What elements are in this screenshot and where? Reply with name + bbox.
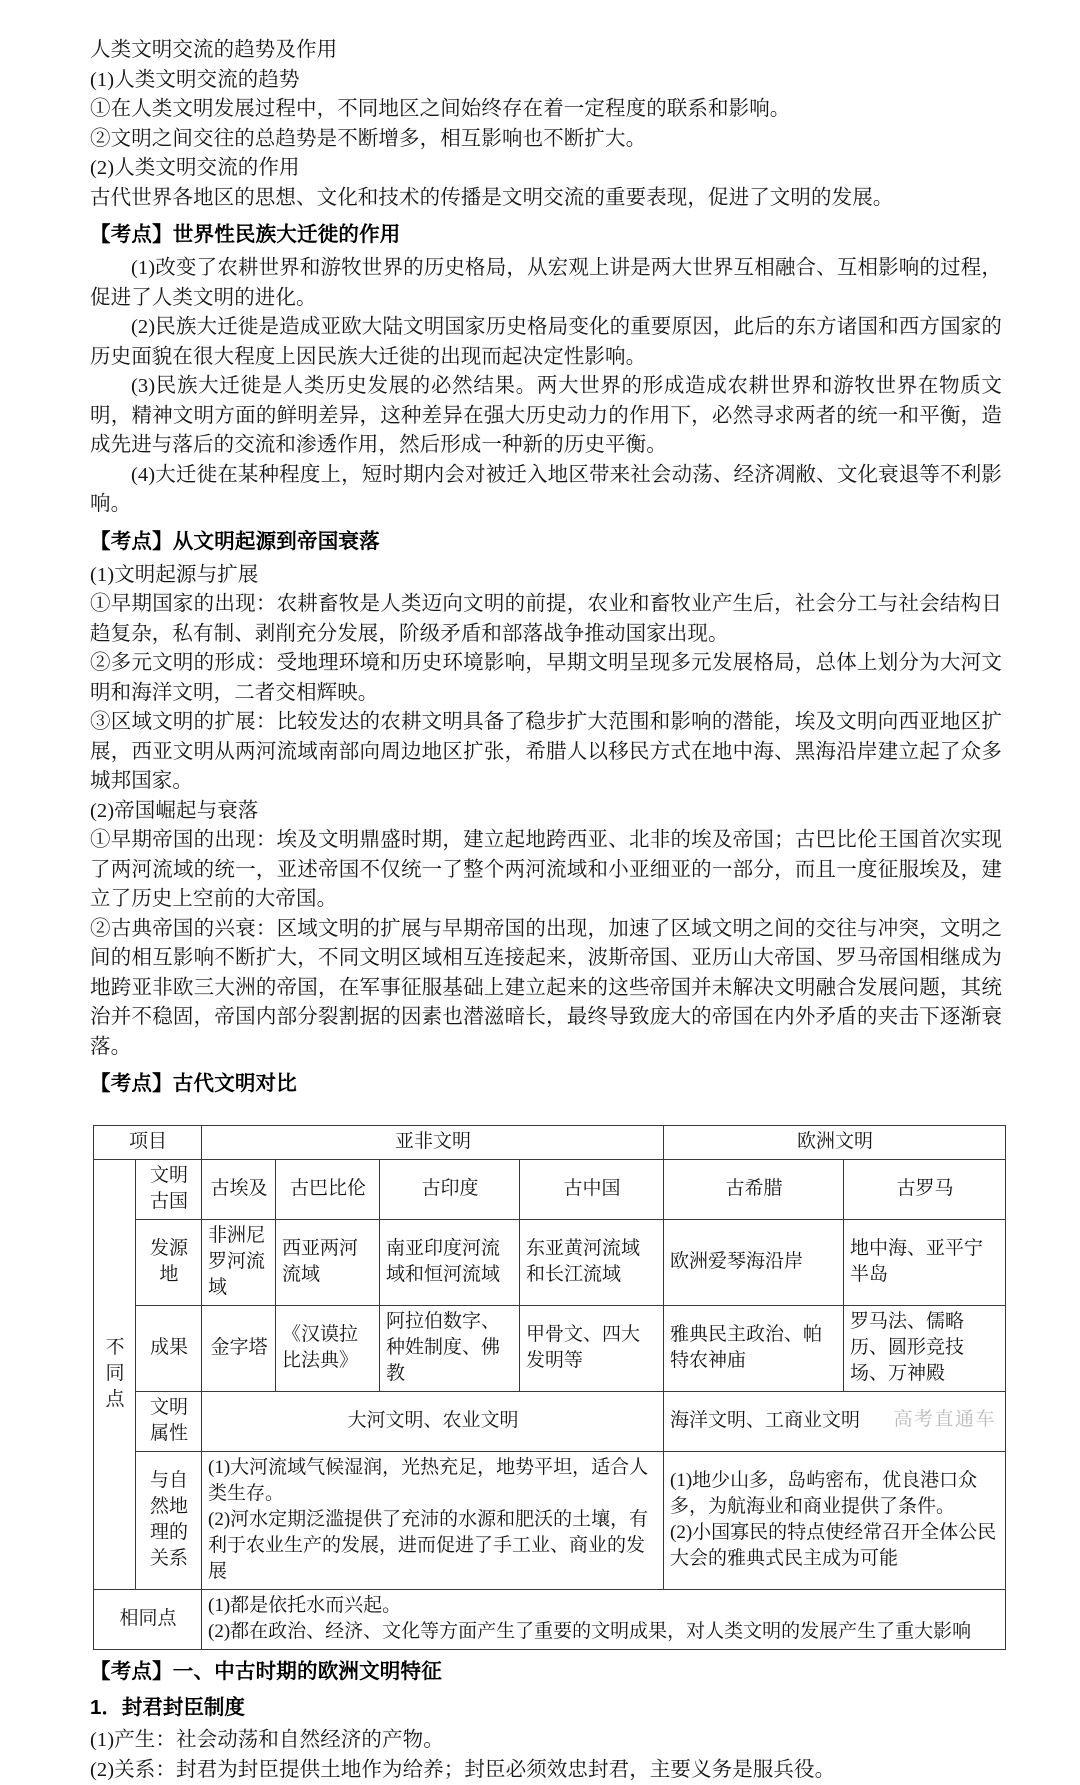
geography-label-line-4: 关系 (142, 1546, 196, 1572)
cell-achv-babylon: 《汉谟拉比法典》 (276, 1306, 380, 1392)
origin-label-line-2: 地 (142, 1262, 196, 1288)
attribute-label-line-1: 文明 (142, 1395, 196, 1421)
medieval-line-2: (2)关系：封君为封臣提供土地作为给养；封臣必须效忠封君，主要义务是服兵役。 (90, 1756, 1002, 1785)
migration-heading: 【考点】世界性民族大迁徙的作用 (90, 220, 1002, 250)
attribute-label-line-2: 属性 (142, 1421, 196, 1447)
cell-achv-rome: 罗马法、儒略历、圆形竞技场、万神殿 (844, 1306, 1006, 1392)
same-line-1: (1)都是依托水而兴起。 (208, 1593, 1000, 1619)
watermark: 高考直通车 (893, 1404, 996, 1431)
row-label-attribute (136, 1392, 202, 1452)
table-row-origin-place (94, 1220, 1006, 1306)
cell-geography-asia-africa (202, 1452, 664, 1590)
intro-title: 人类文明交流的趋势及作用 (90, 36, 1002, 66)
diff-label-char-3: 点 (100, 1387, 130, 1413)
cell-achv-greece: 雅典民主政治、帕特农神庙 (664, 1306, 844, 1392)
cell-origin-india: 南亚印度河流域和恒河流域 (380, 1220, 520, 1306)
cell-civ-egypt: 古埃及 (202, 1160, 276, 1220)
ancient-civilization-table-wrap (90, 1125, 1002, 1650)
row-label-similarities: 相同点 (94, 1590, 202, 1650)
same-line-2: (2)都在政治、经济、文化等方面产生了重要的文明成果，对人类文明的发展产生了重大影响 (208, 1619, 1000, 1645)
geo-aa-line-2: (2)河水定期泛滥提供了充沛的水源和肥沃的土壤，有利于农业生产的发展，进而促进了手工业、商业的发展 (208, 1507, 658, 1585)
intro-line-2: ①在人类文明发展过程中，不同地区之间始终存在着一定程度的联系和影响。 (90, 95, 1002, 125)
table-row-header (94, 1126, 1006, 1160)
migration-paragraph-2: (2)民族大迁徙是造成亚欧大陆文明国家历史格局变化的重要原因，此后的东方诸国和西方国家的历史面貌在很大程度上因民族大迁徙的出现而起决定性影响。 (90, 313, 1002, 372)
origin-sub2-item-2: ②古典帝国的兴衰：区域文明的扩展与早期帝国的出现，加速了区域文明之间的交往与冲突，文明之间的相互影响不断扩大，不同文明区域相互连接起来，波斯帝国、亚历山大帝国、罗马帝国相继成为地跨亚非欧三大洲的帝国，在军事征服基础上建立起来的这些帝国并未解决文明融合发展问题，其统治并不稳固，帝国内部分裂割据的因素也潜滋暗长，最终导致庞大的帝国在内外矛盾的夹击下逐渐衰落。 (90, 915, 1002, 1063)
origin-heading: 【考点】从文明起源到帝国衰落 (90, 527, 1002, 557)
cell-civ-rome: 古罗马 (844, 1160, 1006, 1220)
medieval-line-1: (1)产生：社会动荡和自然经济的产物。 (90, 1726, 1002, 1756)
cell-civ-india: 古印度 (380, 1160, 520, 1220)
intro-line-5: 古代世界各地区的思想、文化和技术的传播是文明交流的重要表现，促进了文明的发展。 (90, 184, 1002, 214)
origin-label-line-1: 发源 (142, 1236, 196, 1262)
cell-civ-babylon: 古巴比伦 (276, 1160, 380, 1220)
cell-achv-egypt: 金字塔 (202, 1306, 276, 1392)
table-row-achievements (94, 1306, 1006, 1392)
diff-label-char-2: 同 (100, 1361, 130, 1387)
header-group-asia-africa: 亚非文明 (202, 1126, 664, 1160)
cell-origin-china: 东亚黄河流域和长江流域 (520, 1220, 664, 1306)
intro-line-4: (2)人类文明交流的作用 (90, 154, 1002, 184)
cell-attribute-europe: 海洋文明、工商业文明 (664, 1392, 1006, 1452)
origin-sub2-title: (2)帝国崛起与衰落 (90, 797, 1002, 827)
section-origin (90, 527, 1002, 1063)
migration-paragraph-3: (3)民族大迁徙是人类历史发展的必然结果。两大世界的形成造成农耕世界和游牧世界在物质文明，精神文明方面的鲜明差异，这种差异在强大历史动力的作用下，必然寻求两者的统一和平衡，造成先进与落后的交流和渗透作用，然后形成一种新的历史平衡。 (90, 372, 1002, 461)
origin-sub1-item-1: ①早期国家的出现：农耕畜牧是人类迈向文明的前提，农业和畜牧业产生后，社会分工与社会结构日趋复杂，私有制、剥削充分发展，阶级矛盾和部落战争推动国家出现。 (90, 590, 1002, 649)
intro-line-3: ②文明之间交往的总趋势是不断增多，相互影响也不断扩大。 (90, 125, 1002, 155)
geo-eu-line-1: (1)地少山多，岛屿密布，优良港口众多，为航海业和商业提供了条件。 (670, 1468, 1000, 1520)
cell-origin-babylon: 西亚两河流域 (276, 1220, 380, 1306)
cell-achv-india: 阿拉伯数字、种姓制度、佛教 (380, 1306, 520, 1392)
migration-paragraph-4: (4)大迁徙在某种程度上，短时期内会对被迁入地区带来社会动荡、经济凋敝、文化衰退等不利影响。 (90, 461, 1002, 520)
geography-label-line-2: 然地 (142, 1494, 196, 1520)
geo-eu-line-2: (2)小国寡民的特点使经常召开全体公民大会的雅典式民主成为可能 (670, 1520, 1000, 1572)
row-label-geography (136, 1452, 202, 1590)
civ-label-line-1: 文明 (142, 1163, 196, 1189)
table-row-similarities (94, 1590, 1006, 1650)
diff-label-char-1: 不 (100, 1335, 130, 1361)
cell-origin-greece: 欧洲爱琴海沿岸 (664, 1220, 844, 1306)
table-row-attribute (94, 1392, 1006, 1452)
cell-origin-egypt: 非洲尼罗河流域 (202, 1220, 276, 1306)
medieval-heading: 【考点】一、中古时期的欧洲文明特征 (90, 1657, 1002, 1687)
section-intro (90, 36, 1002, 213)
cell-similarities (202, 1590, 1006, 1650)
civ-label-line-2: 古国 (142, 1189, 196, 1215)
intro-line-1: (1)人类文明交流的趋势 (90, 66, 1002, 96)
migration-paragraph-1: (1)改变了农耕世界和游牧世界的历史格局，从宏观上讲是两大世界互相融合、互相影响的过程，促进了人类文明的进化。 (90, 254, 1002, 313)
header-item-label: 项目 (94, 1126, 202, 1160)
origin-sub1-item-2: ②多元文明的形成：受地理环境和历史环境影响，早期文明呈现多元发展格局，总体上划分为大河文明和海洋文明，二者交相辉映。 (90, 649, 1002, 708)
section-migration (90, 220, 1002, 520)
row-label-civilization (136, 1160, 202, 1220)
cell-achv-china: 甲骨文、四大发明等 (520, 1306, 664, 1392)
cell-attribute-asia-africa: 大河文明、农业文明 (202, 1392, 664, 1452)
geography-label-line-1: 与自 (142, 1468, 196, 1494)
header-group-europe: 欧洲文明 (664, 1126, 1006, 1160)
cell-civ-greece: 古希腊 (664, 1160, 844, 1220)
geography-label-line-3: 理的 (142, 1520, 196, 1546)
medieval-subhead: 1．封君封臣制度 (90, 1693, 1002, 1723)
section-compare (90, 1069, 1002, 1650)
geo-aa-line-1: (1)大河流域气候湿润，光热充足，地势平坦，适合人类生存。 (208, 1455, 658, 1507)
row-label-achievements: 成果 (136, 1306, 202, 1392)
row-label-origin-place (136, 1220, 202, 1306)
section-medieval (90, 1657, 1002, 1785)
table-row-geography (94, 1452, 1006, 1590)
row-label-differences (94, 1160, 136, 1590)
ancient-civilization-table (93, 1125, 1006, 1650)
cell-geography-europe (664, 1452, 1006, 1590)
table-row-civilizations (94, 1160, 1006, 1220)
compare-heading: 【考点】古代文明对比 (90, 1069, 1002, 1099)
origin-sub2-item-1: ①早期帝国的出现：埃及文明鼎盛时期，建立起地跨西亚、北非的埃及帝国；古巴比伦王国首次实现了两河流域的统一，亚述帝国不仅统一了整个两河流域和小亚细亚的一部分，而且一度征服埃及，建立了历史上空前的大帝国。 (90, 826, 1002, 915)
origin-sub1-title: (1)文明起源与扩展 (90, 561, 1002, 591)
cell-origin-rome: 地中海、亚平宁半岛 (844, 1220, 1006, 1306)
cell-civ-china: 古中国 (520, 1160, 664, 1220)
origin-sub1-item-3: ③区域文明的扩展：比较发达的农耕文明具备了稳步扩大范围和影响的潜能，埃及文明向西亚地区扩展，西亚文明从两河流域南部向周边地区扩张，希腊人以移民方式在地中海、黑海沿岸建立起了众多城邦国家。 (90, 708, 1002, 797)
